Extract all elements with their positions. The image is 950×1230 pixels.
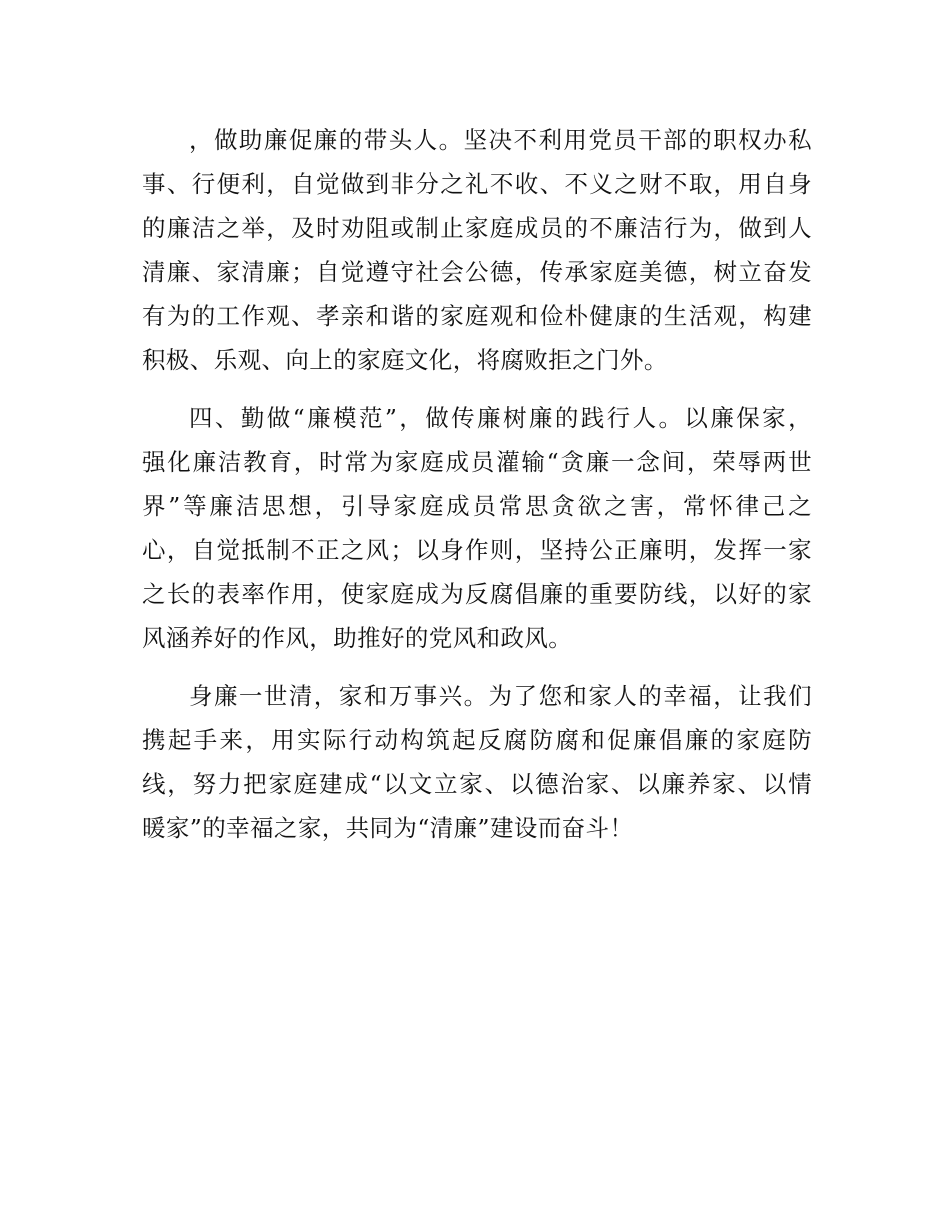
paragraph-line: 之长的表率作用，使家庭成为反腐倡廉的重要防线，以好的家 (142, 580, 812, 608)
paragraph-line: 事、行便利，自觉做到非分之礼不收、不义之财不取，用自身 (142, 170, 812, 198)
paragraph-line: 风涵养好的作风，助推好的党风和政风。 (142, 624, 573, 652)
paragraph-line: 有为的工作观、孝亲和谐的家庭观和俭朴健康的生活观，构建 (142, 302, 812, 330)
document-body (142, 118, 812, 850)
paragraph-line: 携起手来，用实际行动构筑起反腐防腐和促廉倡廉的家庭防 (142, 726, 812, 754)
paragraph-line: 暖家”的幸福之家，共同为“清廉”建设而奋斗！ (142, 814, 634, 842)
paragraph-family-integrity (142, 118, 812, 382)
paragraph-section-four (142, 396, 812, 660)
paragraph-line: 四、勤做“廉模范”，做传廉树廉的践行人。以廉保家， (189, 404, 812, 432)
paragraph-line: 的廉洁之举，及时劝阻或制止家庭成员的不廉洁行为，做到人 (142, 214, 812, 242)
paragraph-line: 线，努力把家庭建成“以文立家、以德治家、以廉养家、以情 (142, 770, 812, 798)
paragraph-line: ，做助廉促廉的带头人。坚决不利用党员干部的职权办私 (189, 126, 812, 154)
paragraph-line: 界”等廉洁思想，引导家庭成员常思贪欲之害，常怀律己之 (142, 492, 812, 520)
paragraph-line: 身廉一世清，家和万事兴。为了您和家人的幸福，让我们 (189, 682, 812, 710)
paragraph-line: 清廉、家清廉；自觉遵守社会公德，传承家庭美德，树立奋发 (142, 258, 812, 286)
paragraph-line: 强化廉洁教育，时常为家庭成员灌输“贪廉一念间，荣辱两世 (142, 448, 812, 476)
paragraph-line: 积极、乐观、向上的家庭文化，将腐败拒之门外。 (142, 346, 668, 374)
paragraph-line: 心，自觉抵制不正之风；以身作则，坚持公正廉明，发挥一家 (142, 536, 812, 564)
paragraph-closing (142, 674, 812, 850)
